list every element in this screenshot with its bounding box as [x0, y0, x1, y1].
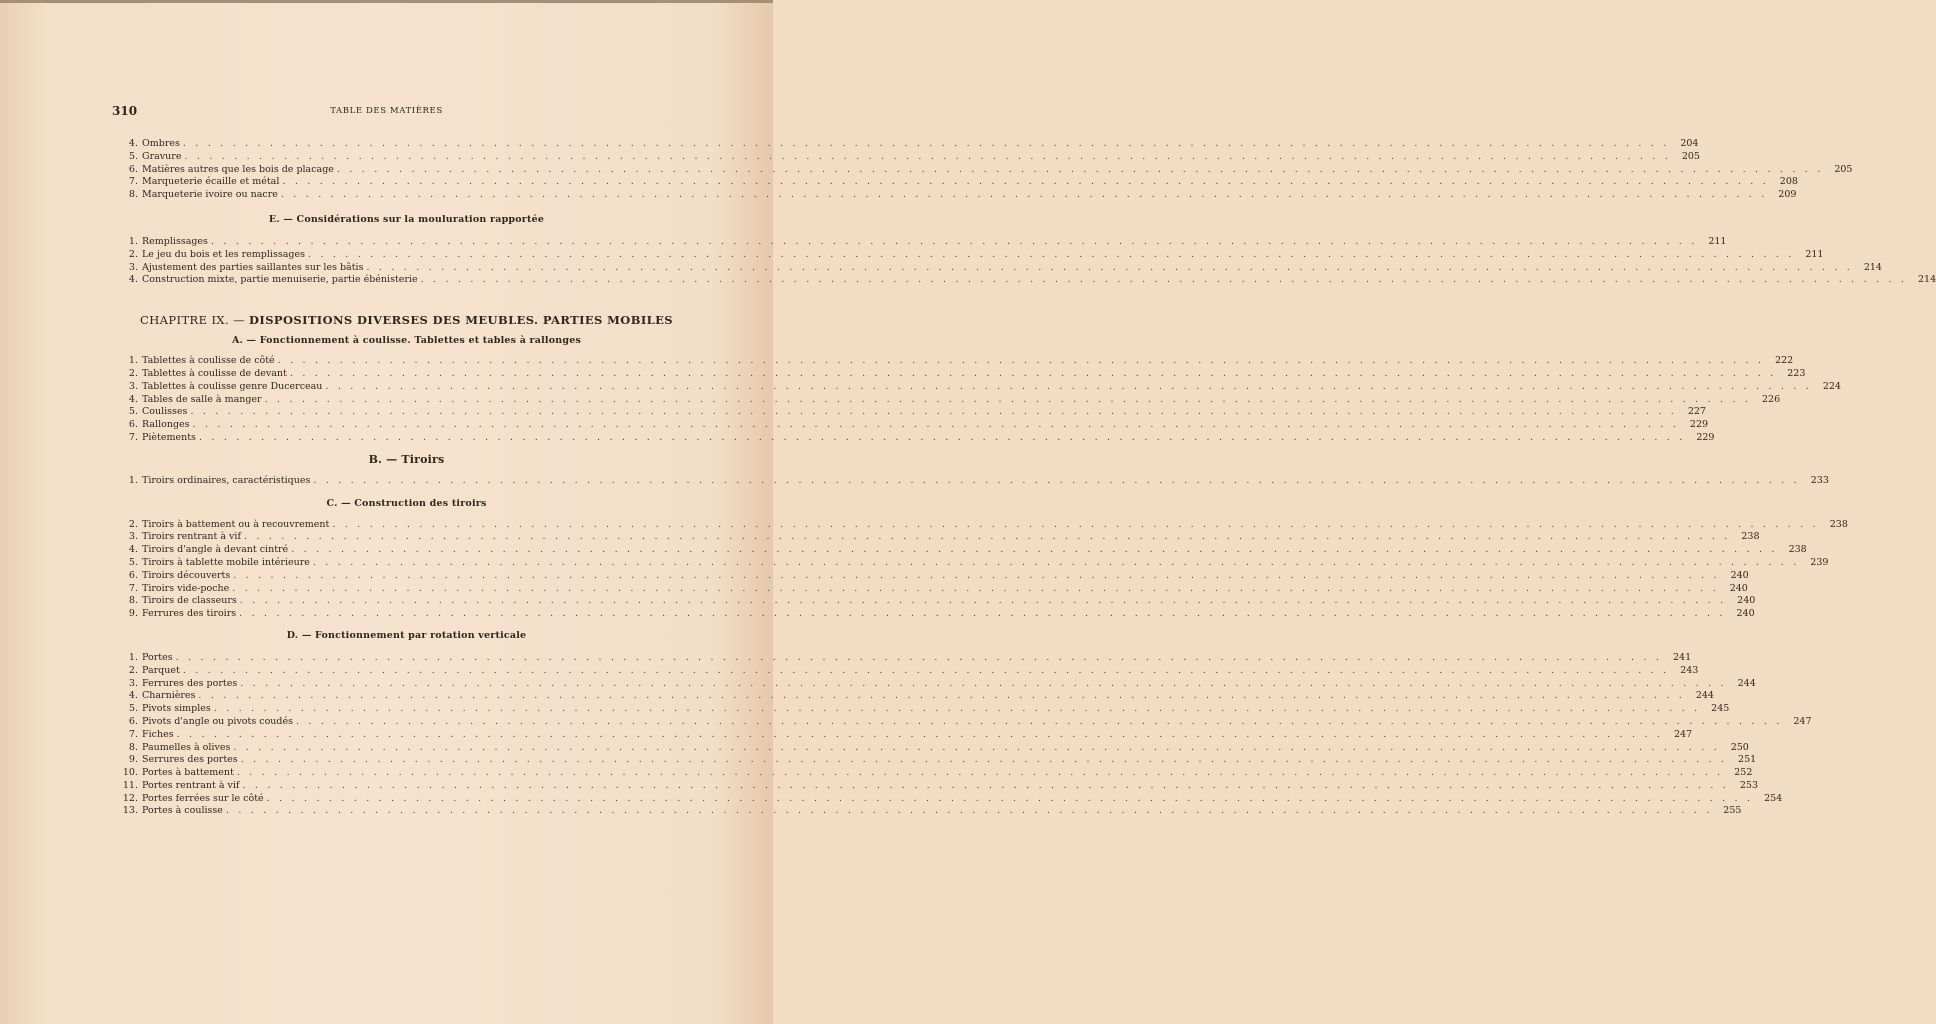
toc-group [118, 651, 1812, 818]
dot-leader: . . . . . . . . . . . . . . . . . . . . . . . . . . . . . . . . . . . . . . . . . . . . . . . . . . . . . . . . . . . . . . . . . . . . . . . . . . . . . . . . . . . . . . . . . . . . . . . . . . . . . . . . . . . . . . . . . . . . . . . . [242, 779, 1729, 791]
entry-title: Paumelles à olives [142, 741, 231, 753]
entry-page: 238 [1741, 531, 1760, 543]
dot-leader: . . . . . . . . . . . . . . . . . . . . . . . . . . . . . . . . . . . . . . . . . . . . . . . . . . . . . . . . . . . . . . . . . . . . . . . . . . . . . . . . . . . . . . . . . . . . . . . . . . . . . . . . . . . . . . . . . . . . . . . . [240, 677, 1727, 689]
entry-page: 251 [1738, 754, 1757, 766]
entry-title: Tiroirs découverts [142, 569, 231, 581]
entry-page: 255 [1723, 805, 1742, 817]
toc-entry [118, 163, 1853, 177]
toc-entry [118, 754, 1757, 767]
table-of-contents [118, 138, 1936, 818]
entry-page: 205 [1834, 163, 1853, 175]
entry-title: Tiroirs vide-poche [142, 582, 230, 594]
entry-page: 208 [1779, 176, 1798, 188]
chapter-title: DISPOSITIONS DIVERSES DES MEUBLES. PARTIES MOBILES [249, 313, 673, 328]
entry-title: Tiroirs de classeurs [142, 595, 237, 607]
entry-number: 4. [128, 274, 138, 286]
entry-page: 250 [1730, 741, 1749, 753]
toc-entry [118, 741, 1749, 755]
entry-page: 247 [1793, 715, 1812, 727]
entry-page: 243 [1680, 664, 1699, 676]
dot-leader: . . . . . . . . . . . . . . . . . . . . . . . . . . . . . . . . . . . . . . . . . . . . . . . . . . . . . . . . . . . . . . . . . . . . . . . . . . . . . . . . . . . . . . . . . . . . . . . . . . . . . . . . . . . . . . . . . . . . . . . . [176, 728, 1664, 740]
toc-entry [118, 664, 1699, 678]
toc-entry [118, 261, 1882, 275]
entry-title: Tablettes à coulisse de devant [142, 367, 287, 379]
entry-title: Portes rentrant à vif [142, 779, 240, 791]
entry-page: 227 [1687, 406, 1706, 418]
toc-group [118, 235, 1936, 287]
entry-page: 214 [1917, 274, 1936, 286]
toc-entry [118, 677, 1756, 691]
entry-page: 214 [1863, 261, 1882, 273]
toc-entry [118, 431, 1715, 445]
dot-leader: . . . . . . . . . . . . . . . . . . . . . . . . . . . . . . . . . . . . . . . . . . . . . . . . . . . . . . . . . . . . . . . . . . . . . . . . . . . . . . . . . . . . . . . . . . . . . . . . . . . . . . . . . . . . . . . . . . . . . . . . [420, 274, 1908, 286]
dot-leader: . . . . . . . . . . . . . . . . . . . . . . . . . . . . . . . . . . . . . . . . . . . . . . . . . . . . . . . . . . . . . . . . . . . . . . . . . . . . . . . . . . . . . . . . . . . . . . . . . . . . . . . . . . . . . . . . . . . . . . . . [182, 138, 1670, 149]
dot-leader: . . . . . . . . . . . . . . . . . . . . . . . . . . . . . . . . . . . . . . . . . . . . . . . . . . . . . . . . . . . . . . . . . . . . . . . . . . . . . . . . . . . . . . . . . . . . . . . . . . . . . . . . . . . . . . . . . . . . . . . . [277, 355, 1765, 367]
dot-leader: . . . . . . . . . . . . . . . . . . . . . . . . . . . . . . . . . . . . . . . . . . . . . . . . . . . . . . . . . . . . . . . . . . . . . . . . . . . . . . . . . . . . . . . . . . . . . . . . . . . . . . . . . . . . . . . . . . . . . . . . [198, 690, 1685, 702]
entry-number: 3. [128, 380, 138, 392]
entry-number: 6. [128, 715, 138, 727]
toc-group [118, 474, 1829, 488]
entry-title: Marqueterie ivoire ou nacre [142, 189, 278, 201]
toc-entry [118, 779, 1758, 793]
toc-entry [118, 690, 1714, 703]
entry-title: Piètements [142, 431, 196, 443]
dot-leader: . . . . . . . . . . . . . . . . . . . . . . . . . . . . . . . . . . . . . . . . . . . . . . . . . . . . . . . . . . . . . . . . . . . . . . . . . . . . . . . . . . . . . . . . . . . . . . . . . . . . . . . . . . . . . . . . . . . . . . . . [192, 419, 1680, 431]
entry-number: 4. [128, 393, 138, 405]
entry-number: 3. [128, 261, 138, 273]
entry-page: 211 [1805, 248, 1824, 260]
entry-title: Ferrures des tiroirs [142, 608, 237, 620]
dot-leader: . . . . . . . . . . . . . . . . . . . . . . . . . . . . . . . . . . . . . . . . . . . . . . . . . . . . . . . . . . . . . . . . . . . . . . . . . . . . . . . . . . . . . . . . . . . . . . . . . . . . . . . . . . . . . . . . . . . . . . . . [239, 595, 1727, 607]
page-number: 310 [112, 104, 138, 118]
entry-title: Parquet [142, 664, 180, 676]
dot-leader: . . . . . . . . . . . . . . . . . . . . . . . . . . . . . . . . . . . . . . . . . . . . . . . . . . . . . . . . . . . . . . . . . . . . . . . . . . . . . . . . . . . . . . . . . . . . . . . . . . . . . . . . . . . . . . . . . . . . . . . . [198, 431, 1686, 443]
toc-entry [118, 582, 1748, 596]
toc-entry [118, 728, 1693, 742]
toc-entry [118, 608, 1755, 621]
entry-title: Marqueterie écaille et métal [142, 176, 280, 188]
toc-entry [118, 715, 1812, 729]
entry-number: 13. [122, 805, 138, 817]
entry-title: Pivots simples [142, 703, 211, 715]
entry-page: 239 [1810, 556, 1829, 568]
toc-entry [118, 518, 1848, 532]
dot-leader: . . . . . . . . . . . . . . . . . . . . . . . . . . . . . . . . . . . . . . . . . . . . . . . . . . . . . . . . . . . . . . . . . . . . . . . . . . . . . . . . . . . . . . . . . . . . . . . . . . . . . . . . . . . . . . . . . . . . . . . . [366, 261, 1853, 273]
dot-leader: . . . . . . . . . . . . . . . . . . . . . . . . . . . . . . . . . . . . . . . . . . . . . . . . . . . . . . . . . . . . . . . . . . . . . . . . . . . . . . . . . . . . . . . . . . . . . . . . . . . . . . . . . . . . . . . . . . . . . . . . [295, 715, 1783, 727]
entry-page: 241 [1672, 651, 1692, 663]
toc-entry [118, 569, 1749, 583]
entry-number: 2. [128, 664, 138, 676]
toc-entry [118, 556, 1829, 570]
entry-title: Matières autres que les bois de placage [142, 163, 334, 175]
entry-title: Tablettes à coulisse de côté [142, 355, 275, 367]
page-edge [0, 0, 773, 3]
section-heading: A. — Fonctionnement à coulisse. Tablettes et tables à rallonges [231, 335, 582, 347]
entry-page: 240 [1736, 608, 1755, 620]
toc-entry [118, 189, 1797, 202]
entry-number: 6. [128, 419, 138, 431]
entry-number: 10. [122, 767, 138, 779]
entry-number: 6. [128, 569, 138, 581]
entry-page: 226 [1762, 393, 1781, 405]
entry-page: 238 [1829, 518, 1848, 530]
toc-entry [118, 792, 1783, 806]
dot-leader: . . . . . . . . . . . . . . . . . . . . . . . . . . . . . . . . . . . . . . . . . . . . . . . . . . . . . . . . . . . . . . . . . . . . . . . . . . . . . . . . . . . . . . . . . . . . . . . . . . . . . . . . . . . . . . . . . . . . . . . . [184, 150, 1671, 162]
dot-leader: . . . . . . . . . . . . . . . . . . . . . . . . . . . . . . . . . . . . . . . . . . . . . . . . . . . . . . . . . . . . . . . . . . . . . . . . . . . . . . . . . . . . . . . . . . . . . . . . . . . . . . . . . . . . . . . . . . . . . . . . [282, 176, 1769, 188]
entry-page: 229 [1689, 419, 1709, 431]
section-heading: E. — Considérations sur la mouluration rapportée [268, 213, 545, 225]
dot-leader: . . . . . . . . . . . . . . . . . . . . . . . . . . . . . . . . . . . . . . . . . . . . . . . . . . . . . . . . . . . . . . . . . . . . . . . . . . . . . . . . . . . . . . . . . . . . . . . . . . . . . . . . . . . . . . . . . . . . . . . . [190, 406, 1677, 418]
entry-title: Remplissages [142, 235, 208, 247]
dot-leader: . . . . . . . . . . . . . . . . . . . . . . . . . . . . . . . . . . . . . . . . . . . . . . . . . . . . . . . . . . . . . . . . . . . . . . . . . . . . . . . . . . . . . . . . . . . . . . . . . . . . . . . . . . . . . . . . . . . . . . . . [266, 792, 1754, 804]
chapter-heading [118, 312, 695, 328]
entry-page: 223 [1787, 367, 1806, 379]
entry-number: 7. [128, 582, 138, 594]
dot-leader: . . . . . . . . . . . . . . . . . . . . . . . . . . . . . . . . . . . . . . . . . . . . . . . . . . . . . . . . . . . . . . . . . . . . . . . . . . . . . . . . . . . . . . . . . . . . . . . . . . . . . . . . . . . . . . . . . . . . . . . . [233, 741, 1720, 753]
entry-page: 253 [1739, 779, 1758, 791]
entry-title: Tiroirs d'angle à devant cintré [142, 544, 289, 556]
entry-page: 224 [1822, 380, 1841, 392]
entry-page: 204 [1680, 138, 1699, 149]
entry-number: 2. [128, 518, 138, 530]
toc-entry [118, 474, 1829, 488]
entry-number: 5. [128, 150, 138, 162]
entry-number: 8. [128, 741, 138, 753]
entry-number: 2. [128, 367, 138, 379]
toc-entry [118, 805, 1742, 818]
dot-leader: . . . . . . . . . . . . . . . . . . . . . . . . . . . . . . . . . . . . . . . . . . . . . . . . . . . . . . . . . . . . . . . . . . . . . . . . . . . . . . . . . . . . . . . . . . . . . . . . . . . . . . . . . . . . . . . . . . . . . . . . [325, 380, 1812, 392]
entry-number: 12. [122, 792, 138, 804]
entry-number: 8. [128, 595, 138, 607]
entry-title: Portes à battement [142, 767, 234, 779]
entry-number: 5. [128, 703, 138, 715]
entry-page: 205 [1681, 150, 1700, 162]
entry-number: 4. [128, 690, 138, 702]
toc-entry [118, 544, 1807, 557]
running-title: TABLE DES MATIÈRES [330, 106, 443, 116]
entry-number: 6. [128, 163, 138, 175]
section-heading: B. — Tiroirs [368, 452, 445, 466]
entry-number: 1. [128, 474, 138, 486]
entry-title: Rallonges [142, 419, 190, 431]
entry-page: 245 [1711, 703, 1730, 715]
entry-number: 7. [128, 431, 138, 443]
entry-title: Le jeu du bois et les remplissages [142, 248, 305, 260]
entry-number: 4. [128, 138, 138, 149]
dot-leader: . . . . . . . . . . . . . . . . . . . . . . . . . . . . . . . . . . . . . . . . . . . . . . . . . . . . . . . . . . . . . . . . . . . . . . . . . . . . . . . . . . . . . . . . . . . . . . . . . . . . . . . . . . . . . . . . . . . . . . . . [313, 474, 1800, 486]
entry-number: 1. [128, 651, 138, 663]
dot-leader: . . . . . . . . . . . . . . . . . . . . . . . . . . . . . . . . . . . . . . . . . . . . . . . . . . . . . . . . . . . . . . . . . . . . . . . . . . . . . . . . . . . . . . . . . . . . . . . . . . . . . . . . . . . . . . . . . . . . . . . . [239, 608, 1726, 620]
toc-entry [118, 406, 1706, 419]
entry-page: 244 [1695, 690, 1714, 702]
entry-title: Ajustement des parties saillantes sur les bâtis [142, 261, 364, 273]
toc-entry [118, 595, 1756, 608]
entry-number: 9. [128, 608, 138, 620]
entry-title: Tiroirs rentrant à vif [142, 531, 241, 543]
entry-number: 3. [128, 531, 138, 543]
entry-number: 2. [128, 248, 138, 260]
entry-page: 222 [1775, 355, 1794, 367]
entry-page: 238 [1788, 544, 1807, 556]
entry-title: Construction mixte, partie menuiserie, partie ébénisterie [142, 274, 418, 286]
entry-title: Serrures des portes [142, 754, 238, 766]
toc-entry [118, 531, 1760, 544]
dot-leader: . . . . . . . . . . . . . . . . . . . . . . . . . . . . . . . . . . . . . . . . . . . . . . . . . . . . . . . . . . . . . . . . . . . . . . . . . . . . . . . . . . . . . . . . . . . . . . . . . . . . . . . . . . . . . . . . . . . . . . . . [232, 582, 1719, 594]
toc-entry [118, 767, 1753, 780]
entry-number: 4. [128, 544, 138, 556]
entry-title: Gravure [142, 150, 182, 162]
toc-entry [118, 703, 1730, 716]
toc-entry [118, 274, 1936, 287]
dot-leader: . . . . . . . . . . . . . . . . . . . . . . . . . . . . . . . . . . . . . . . . . . . . . . . . . . . . . . . . . . . . . . . . . . . . . . . . . . . . . . . . . . . . . . . . . . . . . . . . . . . . . . . . . . . . . . . . . . . . . . . . [307, 248, 1795, 260]
toc-group [118, 138, 1853, 202]
dot-leader: . . . . . . . . . . . . . . . . . . . . . . . . . . . . . . . . . . . . . . . . . . . . . . . . . . . . . . . . . . . . . . . . . . . . . . . . . . . . . . . . . . . . . . . . . . . . . . . . . . . . . . . . . . . . . . . . . . . . . . . . [336, 163, 1824, 175]
dot-leader: . . . . . . . . . . . . . . . . . . . . . . . . . . . . . . . . . . . . . . . . . . . . . . . . . . . . . . . . . . . . . . . . . . . . . . . . . . . . . . . . . . . . . . . . . . . . . . . . . . . . . . . . . . . . . . . . . . . . . . . . [213, 703, 1701, 715]
dot-leader: . . . . . . . . . . . . . . . . . . . . . . . . . . . . . . . . . . . . . . . . . . . . . . . . . . . . . . . . . . . . . . . . . . . . . . . . . . . . . . . . . . . . . . . . . . . . . . . . . . . . . . . . . . . . . . . . . . . . . . . . [280, 189, 1768, 201]
entry-number: 5. [128, 556, 138, 568]
entry-number: 5. [128, 406, 138, 418]
entry-page: 240 [1730, 569, 1749, 581]
entry-title: Pivots d'angle ou pivots coudés [142, 715, 293, 727]
entry-page: 244 [1737, 677, 1756, 689]
toc-group [118, 518, 1848, 621]
entry-number: 9. [128, 754, 138, 766]
dot-leader: . . . . . . . . . . . . . . . . . . . . . . . . . . . . . . . . . . . . . . . . . . . . . . . . . . . . . . . . . . . . . . . . . . . . . . . . . . . . . . . . . . . . . . . . . . . . . . . . . . . . . . . . . . . . . . . . . . . . . . . . [175, 651, 1663, 663]
entry-title: Fiches [142, 728, 174, 740]
entry-title: Tiroirs à tablette mobile intérieure [142, 556, 310, 568]
entry-title: Portes [142, 651, 173, 663]
entry-page: 229 [1696, 431, 1715, 443]
entry-page: 240 [1737, 595, 1756, 607]
dot-leader: . . . . . . . . . . . . . . . . . . . . . . . . . . . . . . . . . . . . . . . . . . . . . . . . . . . . . . . . . . . . . . . . . . . . . . . . . . . . . . . . . . . . . . . . . . . . . . . . . . . . . . . . . . . . . . . . . . . . . . . . [332, 518, 1819, 530]
entry-title: Tiroirs ordinaires, caractéristiques [142, 474, 311, 486]
toc-entry [118, 380, 1841, 394]
entry-page: 247 [1673, 728, 1693, 740]
entry-number: 1. [128, 235, 138, 247]
toc-entry [118, 367, 1806, 381]
entry-number: 8. [128, 189, 138, 201]
dot-leader: . . . . . . . . . . . . . . . . . . . . . . . . . . . . . . . . . . . . . . . . . . . . . . . . . . . . . . . . . . . . . . . . . . . . . . . . . . . . . . . . . . . . . . . . . . . . . . . . . . . . . . . . . . . . . . . . . . . . . . . . [264, 393, 1752, 405]
toc-entry [118, 355, 1794, 368]
entry-number: 1. [128, 355, 138, 367]
entry-title: Ombres [142, 138, 180, 149]
entry-title: Tablettes à coulisse genre Ducerceau [142, 380, 323, 392]
entry-title: Charnières [142, 690, 196, 702]
toc-entry [118, 651, 1692, 665]
entry-number: 3. [128, 677, 138, 689]
entry-number: 7. [128, 176, 138, 188]
page-header [0, 104, 773, 118]
entry-title: Coulisses [142, 406, 188, 418]
entry-title: Portes ferrées sur le côté [142, 792, 264, 804]
toc-entry [118, 176, 1798, 189]
entry-title: Ferrures des portes [142, 677, 238, 689]
toc-entry [118, 419, 1709, 432]
entry-page: 211 [1708, 235, 1727, 247]
dot-leader: . . . . . . . . . . . . . . . . . . . . . . . . . . . . . . . . . . . . . . . . . . . . . . . . . . . . . . . . . . . . . . . . . . . . . . . . . . . . . . . . . . . . . . . . . . . . . . . . . . . . . . . . . . . . . . . . . . . . . . . . [291, 544, 1778, 556]
dot-leader: . . . . . . . . . . . . . . . . . . . . . . . . . . . . . . . . . . . . . . . . . . . . . . . . . . . . . . . . . . . . . . . . . . . . . . . . . . . . . . . . . . . . . . . . . . . . . . . . . . . . . . . . . . . . . . . . . . . . . . . . [225, 805, 1713, 817]
dot-leader: . . . . . . . . . . . . . . . . . . . . . . . . . . . . . . . . . . . . . . . . . . . . . . . . . . . . . . . . . . . . . . . . . . . . . . . . . . . . . . . . . . . . . . . . . . . . . . . . . . . . . . . . . . . . . . . . . . . . . . . . [289, 367, 1777, 379]
toc-entry [118, 150, 1700, 164]
entry-page: 240 [1729, 582, 1748, 594]
toc-entry [118, 248, 1824, 262]
section-heading: D. — Fonctionnement par rotation verticale [286, 629, 527, 641]
entry-title: Tables de salle à manger [142, 393, 262, 405]
entry-page: 233 [1810, 474, 1829, 486]
entry-title: Tiroirs à battement ou à recouvrement [142, 518, 330, 530]
entry-page: 252 [1734, 767, 1753, 779]
toc-entry [118, 138, 1699, 151]
entry-number: 11. [122, 779, 138, 791]
entry-number: 7. [128, 728, 138, 740]
dot-leader: . . . . . . . . . . . . . . . . . . . . . . . . . . . . . . . . . . . . . . . . . . . . . . . . . . . . . . . . . . . . . . . . . . . . . . . . . . . . . . . . . . . . . . . . . . . . . . . . . . . . . . . . . . . . . . . . . . . . . . . . [240, 754, 1728, 766]
dot-leader: . . . . . . . . . . . . . . . . . . . . . . . . . . . . . . . . . . . . . . . . . . . . . . . . . . . . . . . . . . . . . . . . . . . . . . . . . . . . . . . . . . . . . . . . . . . . . . . . . . . . . . . . . . . . . . . . . . . . . . . . [233, 569, 1720, 581]
dot-leader: . . . . . . . . . . . . . . . . . . . . . . . . . . . . . . . . . . . . . . . . . . . . . . . . . . . . . . . . . . . . . . . . . . . . . . . . . . . . . . . . . . . . . . . . . . . . . . . . . . . . . . . . . . . . . . . . . . . . . . . . [312, 556, 1800, 568]
toc-entry [118, 393, 1781, 407]
toc-group [118, 355, 1841, 445]
entry-page: 209 [1778, 189, 1797, 201]
section-heading: C. — Construction des tiroirs [326, 497, 487, 509]
dot-leader: . . . . . . . . . . . . . . . . . . . . . . . . . . . . . . . . . . . . . . . . . . . . . . . . . . . . . . . . . . . . . . . . . . . . . . . . . . . . . . . . . . . . . . . . . . . . . . . . . . . . . . . . . . . . . . . . . . . . . . . . [210, 235, 1698, 247]
dot-leader: . . . . . . . . . . . . . . . . . . . . . . . . . . . . . . . . . . . . . . . . . . . . . . . . . . . . . . . . . . . . . . . . . . . . . . . . . . . . . . . . . . . . . . . . . . . . . . . . . . . . . . . . . . . . . . . . . . . . . . . . [236, 767, 1724, 779]
dot-leader: . . . . . . . . . . . . . . . . . . . . . . . . . . . . . . . . . . . . . . . . . . . . . . . . . . . . . . . . . . . . . . . . . . . . . . . . . . . . . . . . . . . . . . . . . . . . . . . . . . . . . . . . . . . . . . . . . . . . . . . . [182, 664, 1670, 676]
toc-entry [118, 235, 1727, 249]
entry-title: Portes à coulisse [142, 805, 223, 817]
dot-leader: . . . . . . . . . . . . . . . . . . . . . . . . . . . . . . . . . . . . . . . . . . . . . . . . . . . . . . . . . . . . . . . . . . . . . . . . . . . . . . . . . . . . . . . . . . . . . . . . . . . . . . . . . . . . . . . . . . . . . . . . [243, 531, 1731, 543]
chapter-number: CHAPITRE IX. — [140, 313, 245, 328]
entry-page: 254 [1764, 792, 1783, 804]
